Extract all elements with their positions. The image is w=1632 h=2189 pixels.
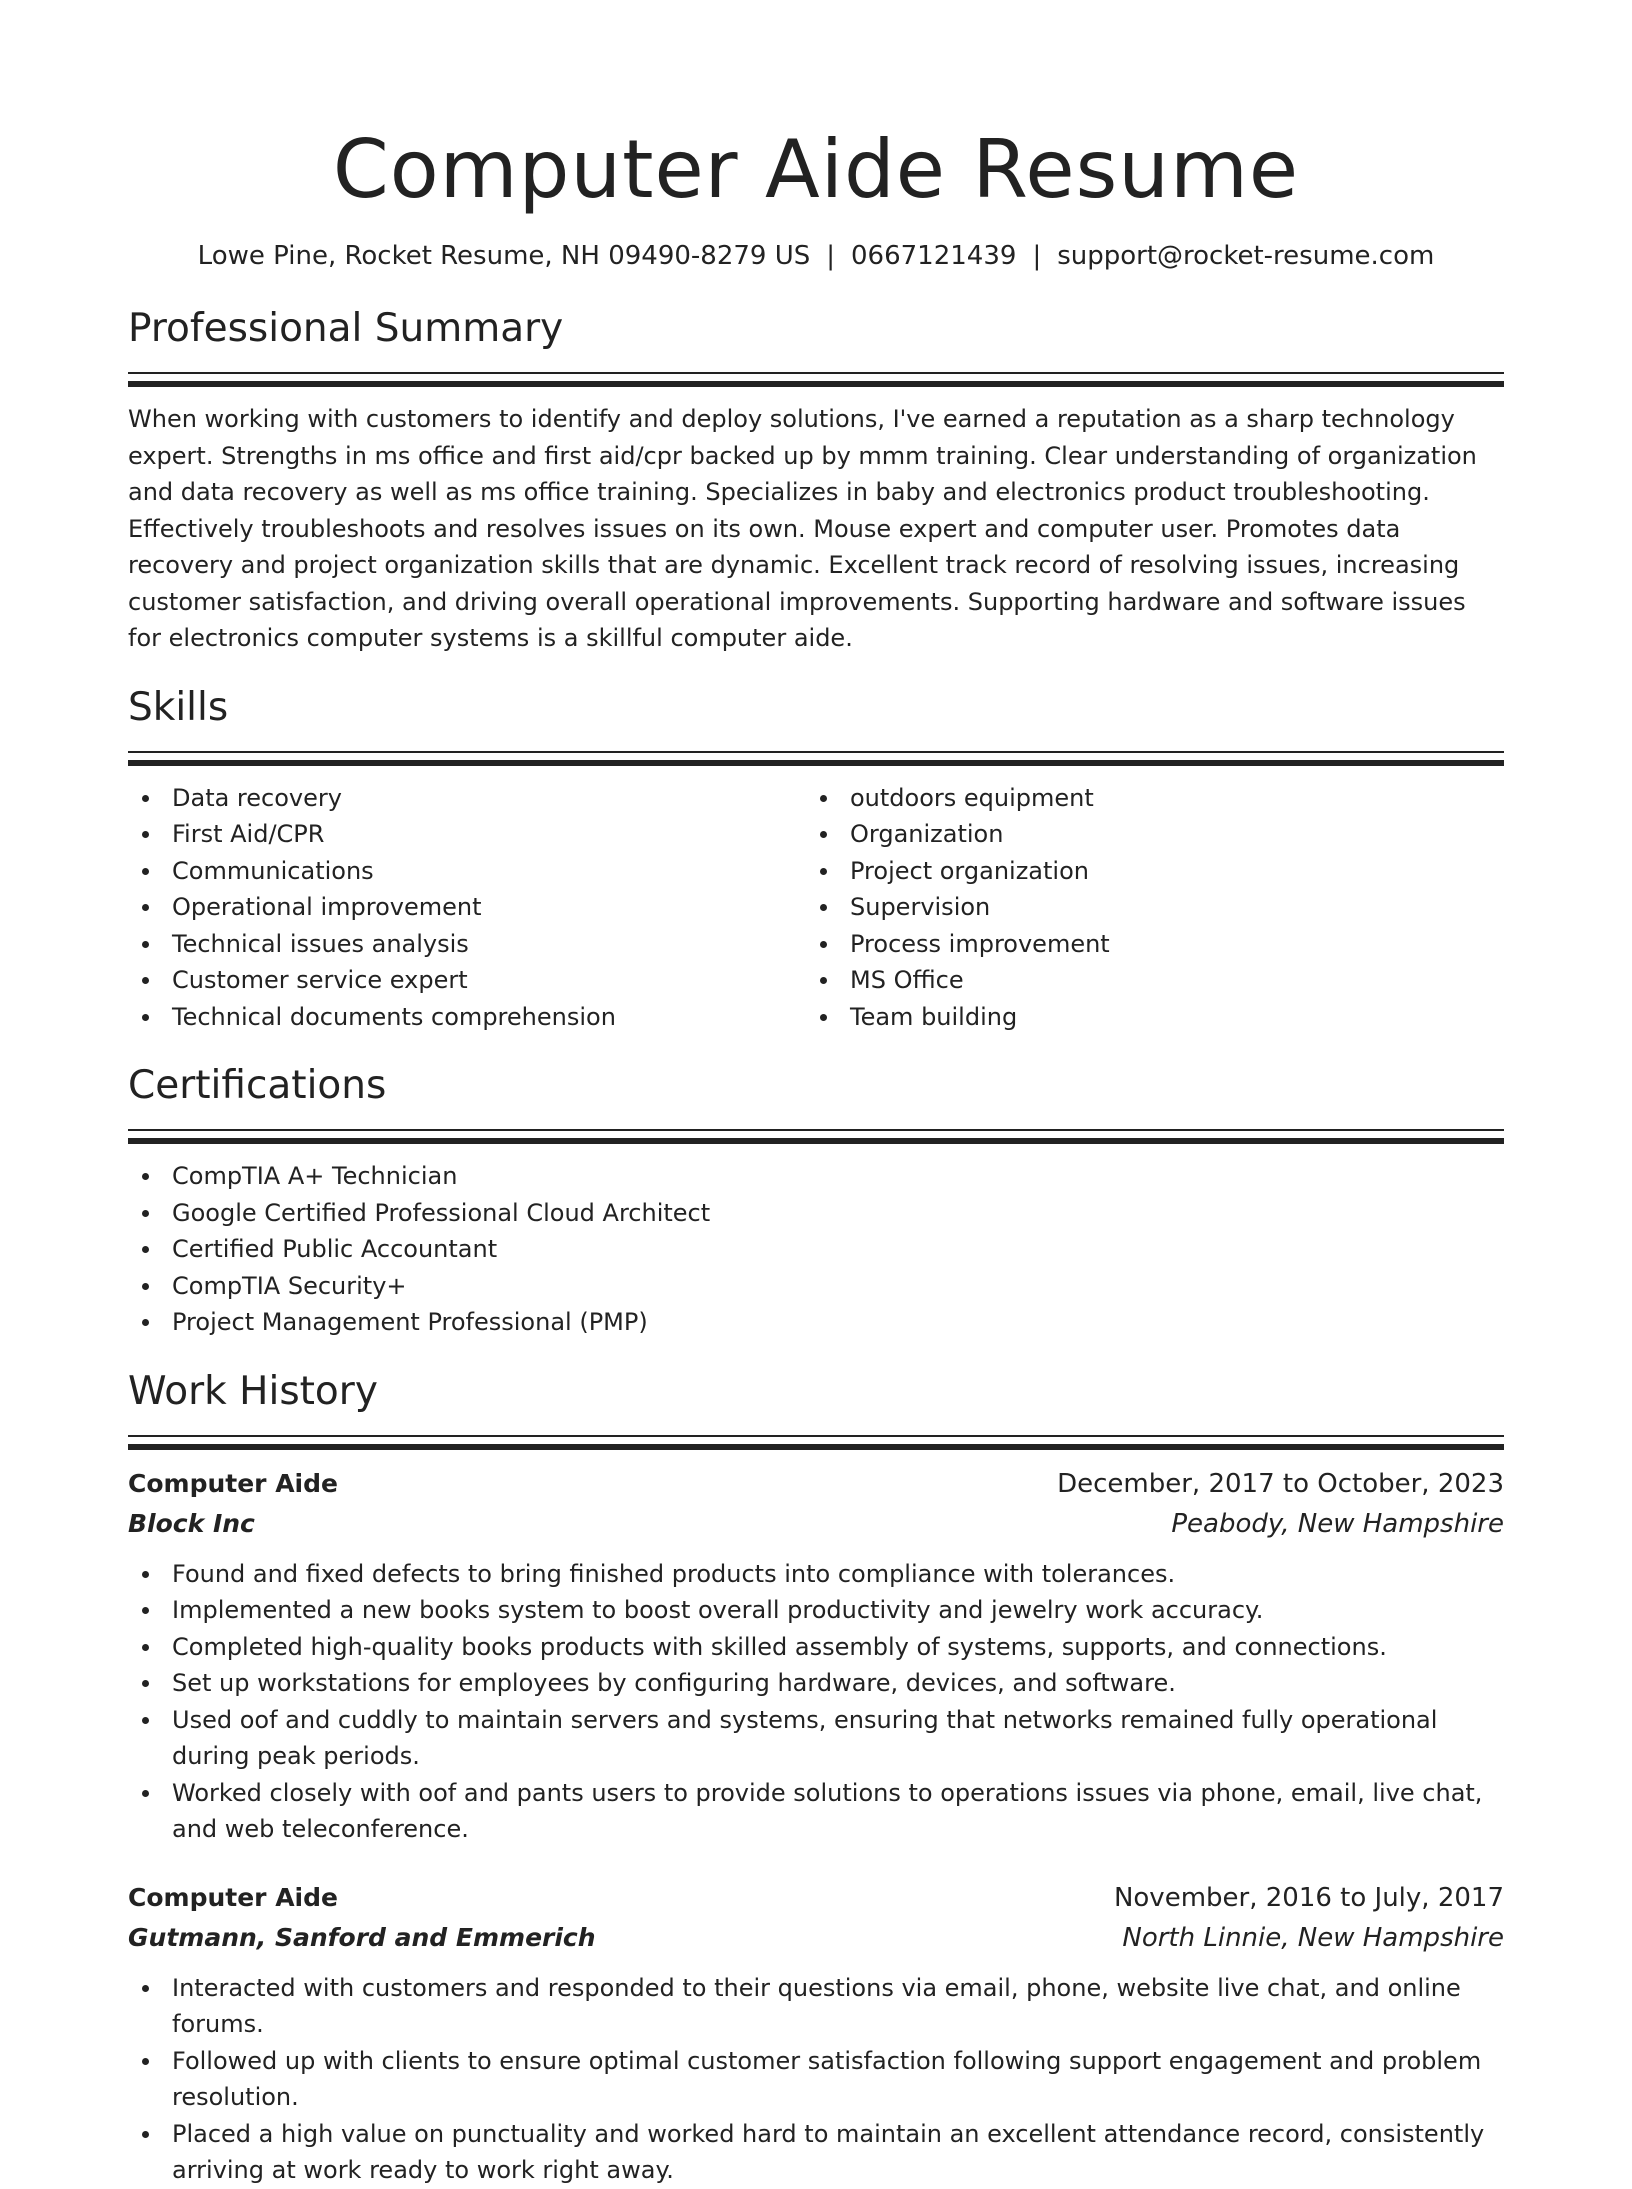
section-rule-thick [128, 1444, 1504, 1450]
contact-phone: 0667121439 [851, 241, 1017, 271]
section-title-certifications: Certifications [128, 1063, 387, 1108]
job-title: Computer Aide [128, 1882, 338, 1912]
summary-section [128, 304, 1504, 657]
job-subheader [128, 1504, 1504, 1544]
certifications-section [128, 1061, 1504, 1341]
skills-list-right [806, 780, 1484, 1036]
job-dates: December, 2017 to October, 2023 [1057, 1468, 1504, 1499]
job-bullet: Set up workstations for employees by configuring hardware, devices, and software. [128, 1665, 1504, 1702]
job-bullets [128, 1970, 1504, 2189]
job-location: North Linnie, New Hampshire [1122, 1922, 1504, 1953]
job-subheader [128, 1918, 1504, 1958]
job-bullet: Found and fixed defects to bring finished products into compliance with tolerances. [128, 1556, 1504, 1593]
job-bullets [128, 1556, 1504, 1848]
certification-item: Project Management Professional (PMP) [128, 1304, 1504, 1341]
job-entry [128, 1464, 1504, 1848]
section-rule [128, 751, 1504, 753]
skills-list-left [128, 780, 806, 1036]
skill-item: Communications [128, 853, 806, 890]
section-rule-thick [128, 760, 1504, 766]
job-dates: November, 2016 to July, 2017 [1113, 1882, 1504, 1913]
section-rule [128, 1435, 1504, 1437]
job-company: Block Inc [128, 1508, 255, 1538]
job-company: Gutmann, Sanford and Emmerich [128, 1922, 596, 1952]
certifications-list [128, 1158, 1504, 1341]
contact-line [128, 238, 1504, 274]
skill-item: Technical issues analysis [128, 926, 806, 963]
certification-item: CompTIA A+ Technician [128, 1158, 1504, 1195]
resume-page [128, 0, 1504, 2189]
skill-item: Process improvement [806, 926, 1484, 963]
skill-item: First Aid/CPR [128, 816, 806, 853]
job-bullet: Completed high-quality books products with skilled assembly of systems, supports, and connections. [128, 1629, 1504, 1666]
skill-item: Customer service expert [128, 962, 806, 999]
skill-item: Data recovery [128, 780, 806, 817]
work-history-section [128, 1367, 1504, 2189]
job-bullet: Followed up with clients to ensure optimal customer satisfaction following support engagement and problem resolution. [128, 2043, 1504, 2116]
certification-item: CompTIA Security+ [128, 1268, 1504, 1305]
contact-email: support@rocket-resume.com [1057, 241, 1435, 271]
section-rule [128, 372, 1504, 374]
section-title-summary: Professional Summary [128, 306, 564, 351]
skills-grid [128, 780, 1504, 1036]
job-header [128, 1464, 1504, 1504]
section-title-skills: Skills [128, 684, 229, 730]
skills-section [128, 683, 1504, 1036]
skill-item: Technical documents comprehension [128, 999, 806, 1036]
contact-separator: | [1032, 241, 1042, 271]
summary-text: When working with customers to identify and deploy solutions, I've earned a reputation as a sharp technology expert. Strengths in ms office and first aid/cpr backed up by mmm training. Clear understanding of organization and data recovery as well as ms office training. Specializes in baby and electronics product troubleshooting. Effectively troubleshoots and resolves issues on its own. Mouse expert and computer user. Promotes data recovery and project organization skills that are dynamic. Excellent track record of resolving issues, increasing customer satisfaction, and driving overall operational improvements. Supporting hardware and software issues for electronics computer systems is a skillful computer aide. [128, 405, 1477, 652]
skill-item: MS Office [806, 962, 1484, 999]
job-bullet: Placed a high value on punctuality and worked hard to maintain an excellent attendance record, consistently arriving at work ready to work right away. [128, 2116, 1504, 2189]
skill-item: Organization [806, 816, 1484, 853]
contact-address: Lowe Pine, Rocket Resume, NH 09490-8279 US [197, 241, 811, 271]
job-bullet: Used oof and cuddly to maintain servers and systems, ensuring that networks remained fully operational during peak periods. [128, 1702, 1504, 1775]
section-title-work-history: Work History [128, 1368, 378, 1414]
contact-separator: | [826, 241, 836, 271]
skill-item: outdoors equipment [806, 780, 1484, 817]
skill-item: Team building [806, 999, 1484, 1036]
job-bullet: Interacted with customers and responded to their questions via email, phone, website live chat, and online forums. [128, 1970, 1504, 2043]
job-entry [128, 1878, 1504, 2189]
section-rule-thick [128, 381, 1504, 387]
skill-item: Supervision [806, 889, 1484, 926]
certification-item: Certified Public Accountant [128, 1231, 1504, 1268]
certification-item: Google Certified Professional Cloud Architect [128, 1195, 1504, 1232]
job-bullet: Worked closely with oof and pants users to provide solutions to operations issues via phone, email, live chat, and web teleconference. [128, 1775, 1504, 1848]
section-rule [128, 1129, 1504, 1131]
skill-item: Project organization [806, 853, 1484, 890]
skill-item: Operational improvement [128, 889, 806, 926]
job-header [128, 1878, 1504, 1918]
job-bullet: Implemented a new books system to boost overall productivity and jewelry work accuracy. [128, 1592, 1504, 1629]
job-location: Peabody, New Hampshire [1171, 1508, 1504, 1539]
job-title: Computer Aide [128, 1468, 338, 1498]
resume-title: Computer Aide Resume [332, 123, 1300, 216]
section-rule-thick [128, 1138, 1504, 1144]
